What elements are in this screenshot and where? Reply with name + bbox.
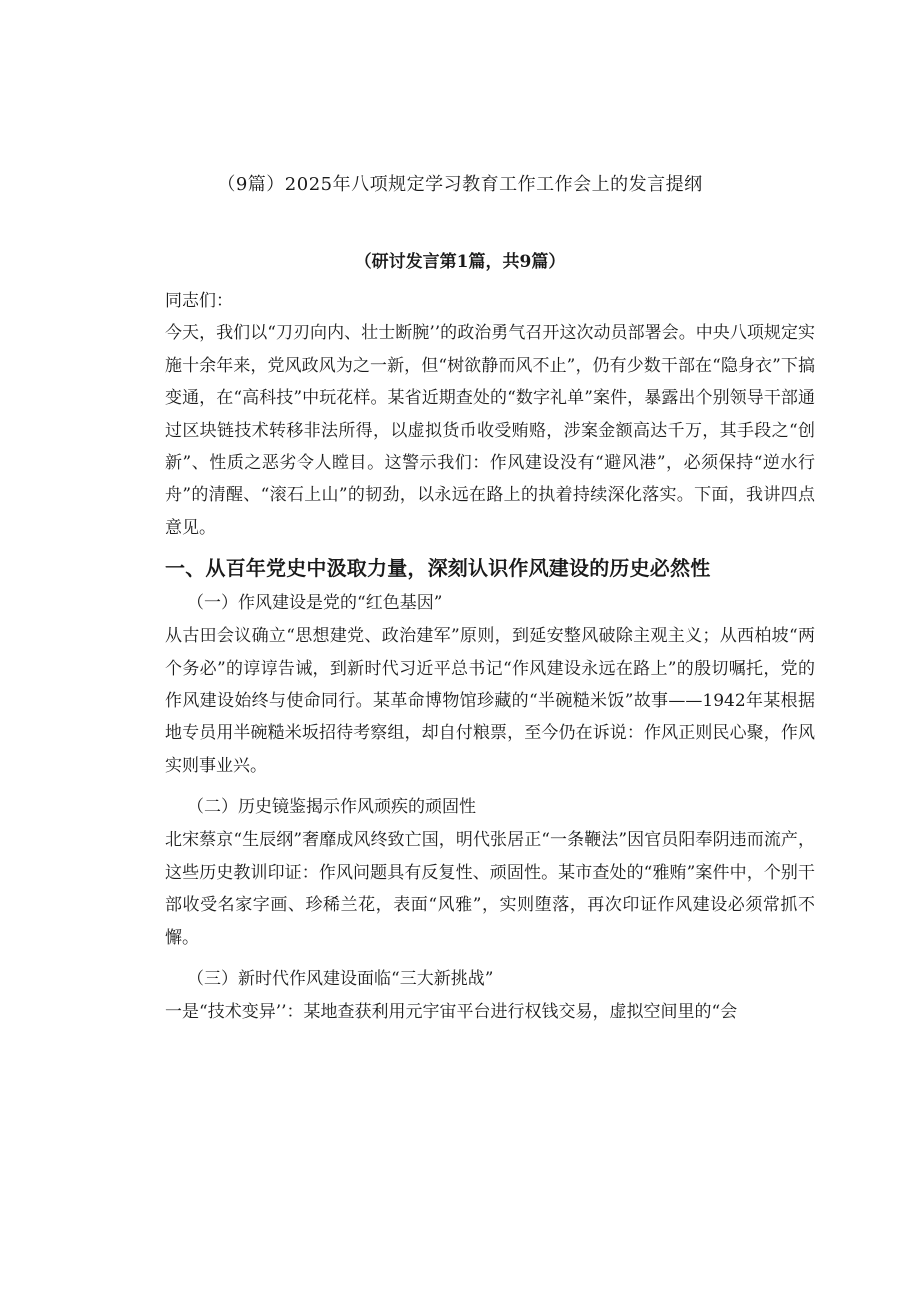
sub-heading-3: （三）新时代作风建设面临“三大新挑战” — [187, 968, 494, 989]
sub-paragraph-3: 一是“技术变异’’：某地查获利用元宇宙平台进行权钱交易，虚拟空间里的“会 — [165, 1001, 738, 1022]
sub-heading-1: （一）作风建设是党的“红色基因” — [187, 593, 443, 614]
greeting: 同志们： — [165, 291, 233, 311]
document-body — [165, 285, 815, 1028]
sub-paragraph-1: 从古田会议确立“思想建党、政治建军”原则，到延安整风破除主观主义；从西柏坡“两个务必”的谆谆告诫，到新时代习近平总书记“作风建设永远在路上”的殷切嘱托，党的作风建设始终与使命同行。某革命博物馆珍藏的“半碗糙米饭”故事——1942年某根据地专员用半碗糙米坂招待考察组，却自付粮票，至今仍在诉说：作风正则民心聚，作风实则事业兴。 — [165, 626, 815, 776]
document-subtitle: （研讨发言第1篇，共9篇） — [354, 252, 566, 272]
document-title: （9篇）2025年八项规定学习教育工作工作会上的发言提纲 — [217, 174, 703, 195]
intro-paragraph: 今天，我们以“刀刃向内、壮士断腕’’的政治勇气召开这次动员部署会。中央八项规定实施十余年来，党风政风为之一新，但“树欲静而风不止”，仍有少数干部在“隐身衣”下搞变通，在“高科技”中玩花样。某省近期查处的“数字礼单”案件，暴露出个别领导干部通过区块链技术转移非法所得，以虚拟货币收受贿赂，涉案金额高达千万，其手段之“创新”、性质之恶劣令人瞠目。这警示我们：作风建设没有“避风港”，必须保持“逆水行舟”的清醒、“滚石上山”的韧劲，以永远在路上的执着持续深化落实。下面，我讲四点意见。 — [165, 323, 815, 538]
section-heading-1: 一、从百年党史中汲取力量，深刻认识作风建设的历史必然性 — [165, 556, 711, 581]
sub-paragraph-2: 北宋蔡京“生辰纲”奢靡成风终致亡国，明代张居正“一条鞭法”因官员阳奉阴违而流产，这些历史教训印证：作风问题具有反复性、顽固性。某市查处的“雅贿”案件中，个别干部收受名家字画、珍稀兰花，表面“风雅”，实则堕落，再次印证作风建设必须常抓不懈。 — [165, 830, 815, 948]
sub-heading-2: （二）历史镜鉴揭示作风顽疾的顽固性 — [187, 797, 476, 818]
